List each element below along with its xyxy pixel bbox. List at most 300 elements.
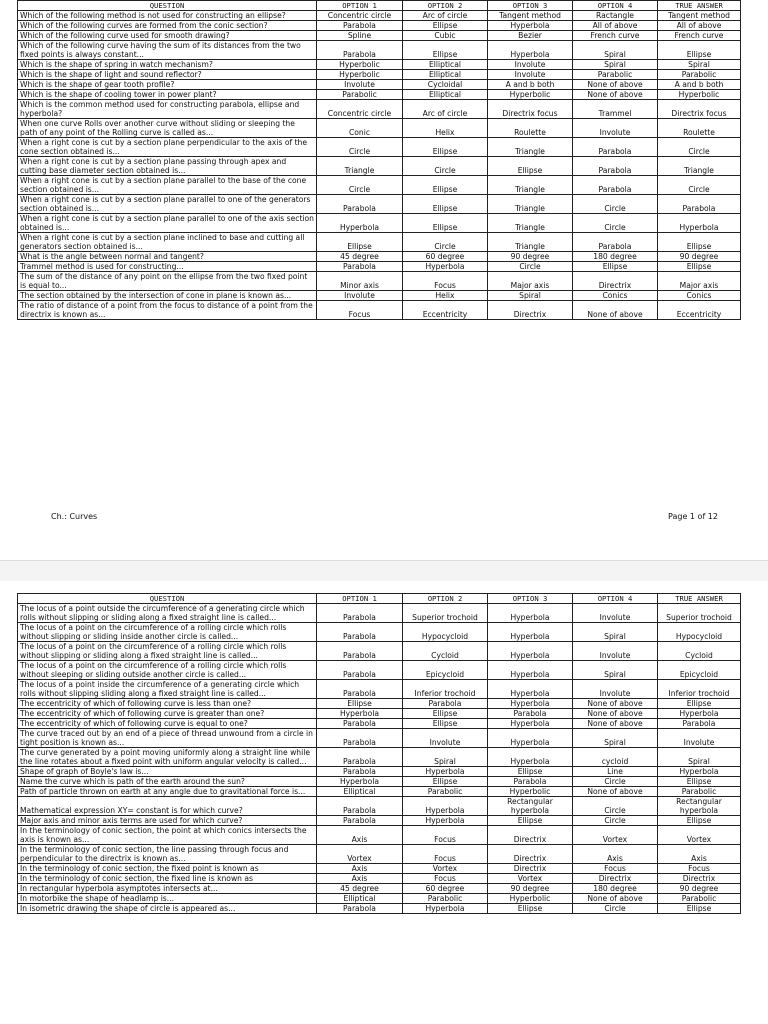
option-2-cell: Focus (403, 874, 488, 884)
question-cell: The section obtained by the intersection of cone in plane is known as... (18, 291, 317, 301)
option-1-cell: Parabola (317, 623, 403, 642)
table-row (18, 826, 741, 845)
table-row (18, 301, 741, 320)
option-4-cell: Involute (573, 604, 658, 623)
question-cell: The locus of a point on the circumference of a rolling circle which rolls without slipping or sliding along a fixed straight line is called... (18, 642, 317, 661)
option-2-cell: Inferior trochoid (403, 680, 488, 699)
option-2-cell: Circle (403, 157, 488, 176)
option-2-cell: Hypocycloid (403, 623, 488, 642)
question-cell: The eccentricity of which of following curve is less than one? (18, 699, 317, 709)
option-1-cell: Focus (317, 301, 403, 320)
option-4-cell: Spiral (573, 729, 658, 748)
table-row (18, 233, 741, 252)
option-2-cell: Ellipse (403, 719, 488, 729)
option-1-cell: Parabola (317, 797, 403, 816)
option-1-cell: Axis (317, 826, 403, 845)
option-2-cell: Elliptical (403, 90, 488, 100)
table-header-row (18, 1, 741, 11)
question-cell: The sum of the distance of any point on the ellipse from the two fixed point is equal to... (18, 272, 317, 291)
option-2-cell: Ellipse (403, 777, 488, 787)
option-3-cell: A and b both (488, 80, 573, 90)
question-cell: Which is the shape of gear tooth profile? (18, 80, 317, 90)
option-3-cell: Rectangular hyperbola (488, 797, 573, 816)
option-3-cell: Hyperbolic (488, 90, 573, 100)
question-cell: Which is the shape of light and sound reflector? (18, 70, 317, 80)
option-4-cell: None of above (573, 787, 658, 797)
option-3-cell: Ellipse (488, 767, 573, 777)
table-row (18, 252, 741, 262)
option-3-cell: Hyperbola (488, 719, 573, 729)
table-row (18, 195, 741, 214)
option-1-cell: Parabola (317, 816, 403, 826)
true-answer-cell: Inferior trochoid (658, 680, 741, 699)
option-2-cell: Parabolic (403, 894, 488, 904)
option-3-cell: Involute (488, 60, 573, 70)
header-true-answer: TRUE ANSWER (658, 594, 741, 604)
option-3-cell: Tangent method (488, 11, 573, 21)
option-3-cell: Directrix (488, 826, 573, 845)
option-4-cell: Parabola (573, 233, 658, 252)
page-separator (0, 560, 768, 581)
question-cell: In the terminology of conic section, the fixed point is known as (18, 864, 317, 874)
true-answer-cell: Directrix focus (658, 100, 741, 119)
question-cell: When a right cone is cut by a section plane parallel to one of the generators section obtained is... (18, 195, 317, 214)
option-1-cell: Vortex (317, 845, 403, 864)
option-4-cell: All of above (573, 21, 658, 31)
question-cell: The eccentricity of which of following curve is equal to one? (18, 719, 317, 729)
option-2-cell: Ellipse (403, 195, 488, 214)
true-answer-cell: Parabolic (658, 894, 741, 904)
option-1-cell: Parabola (317, 642, 403, 661)
question-cell: Which is the shape of spring in watch mechanism? (18, 60, 317, 70)
header-option-3: OPTION 3 (488, 594, 573, 604)
option-2-cell: Ellipse (403, 709, 488, 719)
option-1-cell: Parabola (317, 680, 403, 699)
footer-chapter: Ch.: Curves (51, 512, 98, 521)
option-4-cell: cycloid (573, 748, 658, 767)
true-answer-cell: Vortex (658, 826, 741, 845)
option-2-cell: Ellipse (403, 41, 488, 60)
option-1-cell: Axis (317, 864, 403, 874)
option-4-cell: Parabolic (573, 70, 658, 80)
option-3-cell: Ellipse (488, 816, 573, 826)
option-3-cell: Triangle (488, 176, 573, 195)
option-2-cell: Ellipse (403, 214, 488, 233)
option-3-cell: Hyperbola (488, 680, 573, 699)
true-answer-cell: Ellipse (658, 904, 741, 914)
option-1-cell: Ellipse (317, 233, 403, 252)
option-3-cell: Circle (488, 262, 573, 272)
option-3-cell: Involute (488, 70, 573, 80)
true-answer-cell: French curve (658, 31, 741, 41)
option-1-cell: Hyperbola (317, 709, 403, 719)
option-1-cell: Ellipse (317, 699, 403, 709)
header-question: QUESTION (18, 594, 317, 604)
option-2-cell: Hyperbola (403, 797, 488, 816)
table-row (18, 661, 741, 680)
option-3-cell: Hyperbolic (488, 894, 573, 904)
option-4-cell: Involute (573, 642, 658, 661)
option-4-cell: Conics (573, 291, 658, 301)
question-cell: Which of the following curves are formed from the conic section? (18, 21, 317, 31)
option-4-cell: Ractangle (573, 11, 658, 21)
true-answer-cell: Roulette (658, 119, 741, 138)
table-row (18, 214, 741, 233)
true-answer-cell: Epicycloid (658, 661, 741, 680)
option-4-cell: Circle (573, 816, 658, 826)
option-2-cell: Arc of circle (403, 11, 488, 21)
true-answer-cell: All of above (658, 21, 741, 31)
option-2-cell: Cubic (403, 31, 488, 41)
option-3-cell: Triangle (488, 195, 573, 214)
true-answer-cell: A and b both (658, 80, 741, 90)
table-row (18, 767, 741, 777)
option-2-cell: Focus (403, 845, 488, 864)
option-1-cell: Parabola (317, 262, 403, 272)
option-4-cell: None of above (573, 301, 658, 320)
option-1-cell: Parabola (317, 904, 403, 914)
option-4-cell: None of above (573, 894, 658, 904)
option-4-cell: Parabola (573, 176, 658, 195)
table-row (18, 21, 741, 31)
option-4-cell: 180 degree (573, 252, 658, 262)
table-row (18, 41, 741, 60)
header-option-3: OPTION 3 (488, 1, 573, 11)
question-cell: Which of the following method is not used for constructing an ellipse? (18, 11, 317, 21)
option-4-cell: Involute (573, 680, 658, 699)
option-1-cell: 45 degree (317, 884, 403, 894)
option-3-cell: Hyperbola (488, 699, 573, 709)
table-row (18, 604, 741, 623)
option-4-cell: None of above (573, 709, 658, 719)
table-row (18, 291, 741, 301)
option-1-cell: Concentric circle (317, 100, 403, 119)
option-1-cell: Axis (317, 874, 403, 884)
option-2-cell: Cycloid (403, 642, 488, 661)
option-1-cell: Concentric circle (317, 11, 403, 21)
option-4-cell: Directrix (573, 272, 658, 291)
option-1-cell: Parabola (317, 21, 403, 31)
option-2-cell: Hyperbola (403, 262, 488, 272)
option-4-cell: Circle (573, 214, 658, 233)
option-4-cell: None of above (573, 699, 658, 709)
option-4-cell: Vortex (573, 826, 658, 845)
option-3-cell: Directrix (488, 301, 573, 320)
option-2-cell: Arc of circle (403, 100, 488, 119)
option-1-cell: Parabola (317, 767, 403, 777)
true-answer-cell: Spiral (658, 748, 741, 767)
table-row (18, 845, 741, 864)
question-cell: Name the curve which is path of the earth around the sun? (18, 777, 317, 787)
option-2-cell: Helix (403, 291, 488, 301)
true-answer-cell: Axis (658, 845, 741, 864)
question-cell: The locus of a point inside the circumference of a generating circle which rolls without slipping sliding along a fixed straight line is called... (18, 680, 317, 699)
option-1-cell: Parabola (317, 729, 403, 748)
table-row (18, 680, 741, 699)
table-row (18, 642, 741, 661)
option-3-cell: Major axis (488, 272, 573, 291)
table-row (18, 816, 741, 826)
question-cell: Mathematical expression XY= constant is for which curve? (18, 797, 317, 816)
question-cell: The ratio of distance of a point from the focus to distance of a point from the directrix is known as... (18, 301, 317, 320)
option-4-cell: Parabola (573, 157, 658, 176)
true-answer-cell: Parabolic (658, 70, 741, 80)
option-2-cell: Eccentricity (403, 301, 488, 320)
option-3-cell: Triangle (488, 233, 573, 252)
table-row (18, 904, 741, 914)
table-row (18, 272, 741, 291)
table-row (18, 894, 741, 904)
option-4-cell: Focus (573, 864, 658, 874)
option-2-cell: Superior trochoid (403, 604, 488, 623)
question-cell: In the terminology of conic section, the line passing through focus and perpendicular to the directrix is known as... (18, 845, 317, 864)
table-row (18, 623, 741, 642)
option-4-cell: None of above (573, 90, 658, 100)
true-answer-cell: Superior trochoid (658, 604, 741, 623)
true-answer-cell: Hyperbola (658, 709, 741, 719)
option-3-cell: Parabola (488, 709, 573, 719)
table-row (18, 719, 741, 729)
question-cell: The locus of a point outside the circumference of a generating circle which rolls without slipping or sliding along a fixed straight line is called... (18, 604, 317, 623)
question-cell: When one curve Rolls over another curve without sliding or sleeping the path of any point of the Rolling curve is called as... (18, 119, 317, 138)
true-answer-cell: Ellipse (658, 699, 741, 709)
true-answer-cell: Ellipse (658, 262, 741, 272)
option-2-cell: Vortex (403, 864, 488, 874)
option-3-cell: Hyperbola (488, 623, 573, 642)
option-1-cell: Hyperbolic (317, 60, 403, 70)
question-cell: Which of the following curve having the sum of its distances from the two fixed points is always constant... (18, 41, 317, 60)
option-4-cell: Circle (573, 777, 658, 787)
true-answer-cell: Major axis (658, 272, 741, 291)
option-4-cell: 180 degree (573, 884, 658, 894)
table-row (18, 80, 741, 90)
true-answer-cell: Parabola (658, 195, 741, 214)
true-answer-cell: Spiral (658, 60, 741, 70)
table-row (18, 31, 741, 41)
true-answer-cell: Ellipse (658, 233, 741, 252)
footer-page-number: Page 1 of 12 (668, 512, 718, 521)
option-2-cell: Spiral (403, 748, 488, 767)
option-3-cell: Hyperbola (488, 604, 573, 623)
header-option-1: OPTION 1 (317, 1, 403, 11)
table-row (18, 729, 741, 748)
option-1-cell: Parabola (317, 661, 403, 680)
option-2-cell: Parabolic (403, 787, 488, 797)
table-row (18, 157, 741, 176)
table-row (18, 100, 741, 119)
option-4-cell: Involute (573, 119, 658, 138)
option-3-cell: Directrix (488, 845, 573, 864)
true-answer-cell: Circle (658, 138, 741, 157)
table-row (18, 70, 741, 80)
option-1-cell: Minor axis (317, 272, 403, 291)
question-cell: The curve traced out by an end of a piece of thread unwound from a circle in tight position is known as... (18, 729, 317, 748)
table-row (18, 874, 741, 884)
question-cell: In rectangular hyperbola asymptotes intersects at... (18, 884, 317, 894)
header-option-1: OPTION 1 (317, 594, 403, 604)
table-row (18, 90, 741, 100)
option-2-cell: Hyperbola (403, 767, 488, 777)
question-cell: The locus of a point on the circumference of a rolling circle which rolls without slipping or sliding inside another circle is called... (18, 623, 317, 642)
option-3-cell: Directrix (488, 864, 573, 874)
true-answer-cell: Triangle (658, 157, 741, 176)
option-3-cell: Triangle (488, 214, 573, 233)
option-1-cell: Elliptical (317, 894, 403, 904)
header-question: QUESTION (18, 1, 317, 11)
table-row (18, 699, 741, 709)
question-cell: In motorbike the shape of headlamp is... (18, 894, 317, 904)
true-answer-cell: Hypocycloid (658, 623, 741, 642)
true-answer-cell: Ellipse (658, 816, 741, 826)
true-answer-cell: Focus (658, 864, 741, 874)
option-1-cell: Parabola (317, 748, 403, 767)
option-3-cell: Parabola (488, 777, 573, 787)
question-cell: Which is the shape of cooling tower in power plant? (18, 90, 317, 100)
option-2-cell: Focus (403, 272, 488, 291)
question-cell: When a right cone is cut by a section plane parallel to one of the axis section obtained is... (18, 214, 317, 233)
option-2-cell: Focus (403, 826, 488, 845)
option-3-cell: Spiral (488, 291, 573, 301)
option-2-cell: Elliptical (403, 60, 488, 70)
true-answer-cell: Tangent method (658, 11, 741, 21)
option-1-cell: Spline (317, 31, 403, 41)
option-3-cell: Bezier (488, 31, 573, 41)
question-cell: In isometric drawing the shape of circle is appeared as... (18, 904, 317, 914)
true-answer-cell: Rectangular hyperbola (658, 797, 741, 816)
true-answer-cell: Ellipse (658, 41, 741, 60)
option-2-cell: Involute (403, 729, 488, 748)
question-cell: Trammel method is used for constructing... (18, 262, 317, 272)
question-cell: When a right cone is cut by a section plane parallel to the base of the cone section obtained is... (18, 176, 317, 195)
question-cell: In the terminology of conic section, the fixed line is known as (18, 874, 317, 884)
option-2-cell: Hyperbola (403, 904, 488, 914)
table-row (18, 864, 741, 874)
option-3-cell: Hyperbola (488, 661, 573, 680)
table-row (18, 119, 741, 138)
option-1-cell: Hyperbolic (317, 70, 403, 80)
true-answer-cell: Parabola (658, 719, 741, 729)
option-4-cell: Circle (573, 904, 658, 914)
option-3-cell: Hyperbola (488, 41, 573, 60)
option-2-cell: Epicycloid (403, 661, 488, 680)
question-cell: Major axis and minor axis terms are used for which curve? (18, 816, 317, 826)
table-row (18, 884, 741, 894)
option-4-cell: Parabola (573, 138, 658, 157)
table-row (18, 787, 741, 797)
option-1-cell: Circle (317, 138, 403, 157)
question-cell: When a right cone is cut by a section plane inclined to base and cutting all generators section obtained is... (18, 233, 317, 252)
option-3-cell: Hyperbola (488, 729, 573, 748)
option-3-cell: Triangle (488, 138, 573, 157)
option-1-cell: Parabola (317, 604, 403, 623)
header-option-2: OPTION 2 (403, 594, 488, 604)
question-cell: When a right cone is cut by a section plane perpendicular to the axis of the cone section obtained is... (18, 138, 317, 157)
table-row (18, 176, 741, 195)
option-1-cell: Parabola (317, 195, 403, 214)
option-1-cell: 45 degree (317, 252, 403, 262)
true-answer-cell: Directrix (658, 874, 741, 884)
questions-table-page-2 (17, 593, 741, 914)
table-row (18, 777, 741, 787)
header-option-4: OPTION 4 (573, 594, 658, 604)
option-4-cell: Circle (573, 195, 658, 214)
option-2-cell: Parabola (403, 699, 488, 709)
option-4-cell: Line (573, 767, 658, 777)
questions-table-page-1 (17, 0, 741, 320)
option-4-cell: French curve (573, 31, 658, 41)
option-3-cell: 90 degree (488, 252, 573, 262)
option-4-cell: Spiral (573, 60, 658, 70)
option-1-cell: Triangle (317, 157, 403, 176)
option-4-cell: Ellipse (573, 262, 658, 272)
table-row (18, 748, 741, 767)
question-cell: Which is the common method used for constructing parabola, ellipse and hyperbola? (18, 100, 317, 119)
true-answer-cell: Ellipse (658, 777, 741, 787)
option-1-cell: Hyperbola (317, 777, 403, 787)
option-4-cell: Spiral (573, 623, 658, 642)
option-1-cell: Involute (317, 80, 403, 90)
option-2-cell: Hyperbola (403, 816, 488, 826)
option-3-cell: Directrix focus (488, 100, 573, 119)
option-2-cell: Ellipse (403, 21, 488, 31)
true-answer-cell: Hyperbolic (658, 90, 741, 100)
table-row (18, 709, 741, 719)
header-option-4: OPTION 4 (573, 1, 658, 11)
true-answer-cell: Parabolic (658, 787, 741, 797)
option-2-cell: Ellipse (403, 176, 488, 195)
question-cell: Path of particle thrown on earth at any angle due to gravitational force is... (18, 787, 317, 797)
question-cell: Which of the following curve used for smooth drawing? (18, 31, 317, 41)
option-3-cell: Roulette (488, 119, 573, 138)
option-2-cell: Circle (403, 233, 488, 252)
option-3-cell: Hyperbolic (488, 787, 573, 797)
option-3-cell: Ellipse (488, 157, 573, 176)
option-2-cell: Helix (403, 119, 488, 138)
true-answer-cell: Cycloid (658, 642, 741, 661)
question-cell: The eccentricity of which of following curve is greater than one? (18, 709, 317, 719)
option-4-cell: Trammel (573, 100, 658, 119)
option-1-cell: Hyperbola (317, 214, 403, 233)
header-option-2: OPTION 2 (403, 1, 488, 11)
option-1-cell: Parabola (317, 719, 403, 729)
true-answer-cell: Hyperbola (658, 767, 741, 777)
option-2-cell: Elliptical (403, 70, 488, 80)
option-2-cell: Cycloidal (403, 80, 488, 90)
option-1-cell: Parabolic (317, 90, 403, 100)
question-cell: In the terminology of conic section, the point at which conics intersects the axis is known as... (18, 826, 317, 845)
option-1-cell: Parabola (317, 41, 403, 60)
true-answer-cell: Hyperbola (658, 214, 741, 233)
true-answer-cell: Conics (658, 291, 741, 301)
option-4-cell: Spiral (573, 661, 658, 680)
option-4-cell: None of above (573, 80, 658, 90)
true-answer-cell: Circle (658, 176, 741, 195)
question-cell: Shape of graph of Boyle's law is... (18, 767, 317, 777)
option-2-cell: 60 degree (403, 884, 488, 894)
option-3-cell: Hyperbola (488, 21, 573, 31)
table-row (18, 262, 741, 272)
option-1-cell: Elliptical (317, 787, 403, 797)
option-1-cell: Circle (317, 176, 403, 195)
option-3-cell: Vortex (488, 874, 573, 884)
option-3-cell: Hyperbola (488, 748, 573, 767)
option-3-cell: Hyperbola (488, 642, 573, 661)
table-header-row (18, 594, 741, 604)
question-cell: The curve generated by a point moving uniformly along a straight line while the line rotates about a fixed point with uniform angular velocity is called... (18, 748, 317, 767)
true-answer-cell: 90 degree (658, 252, 741, 262)
true-answer-cell: Involute (658, 729, 741, 748)
true-answer-cell: 90 degree (658, 884, 741, 894)
